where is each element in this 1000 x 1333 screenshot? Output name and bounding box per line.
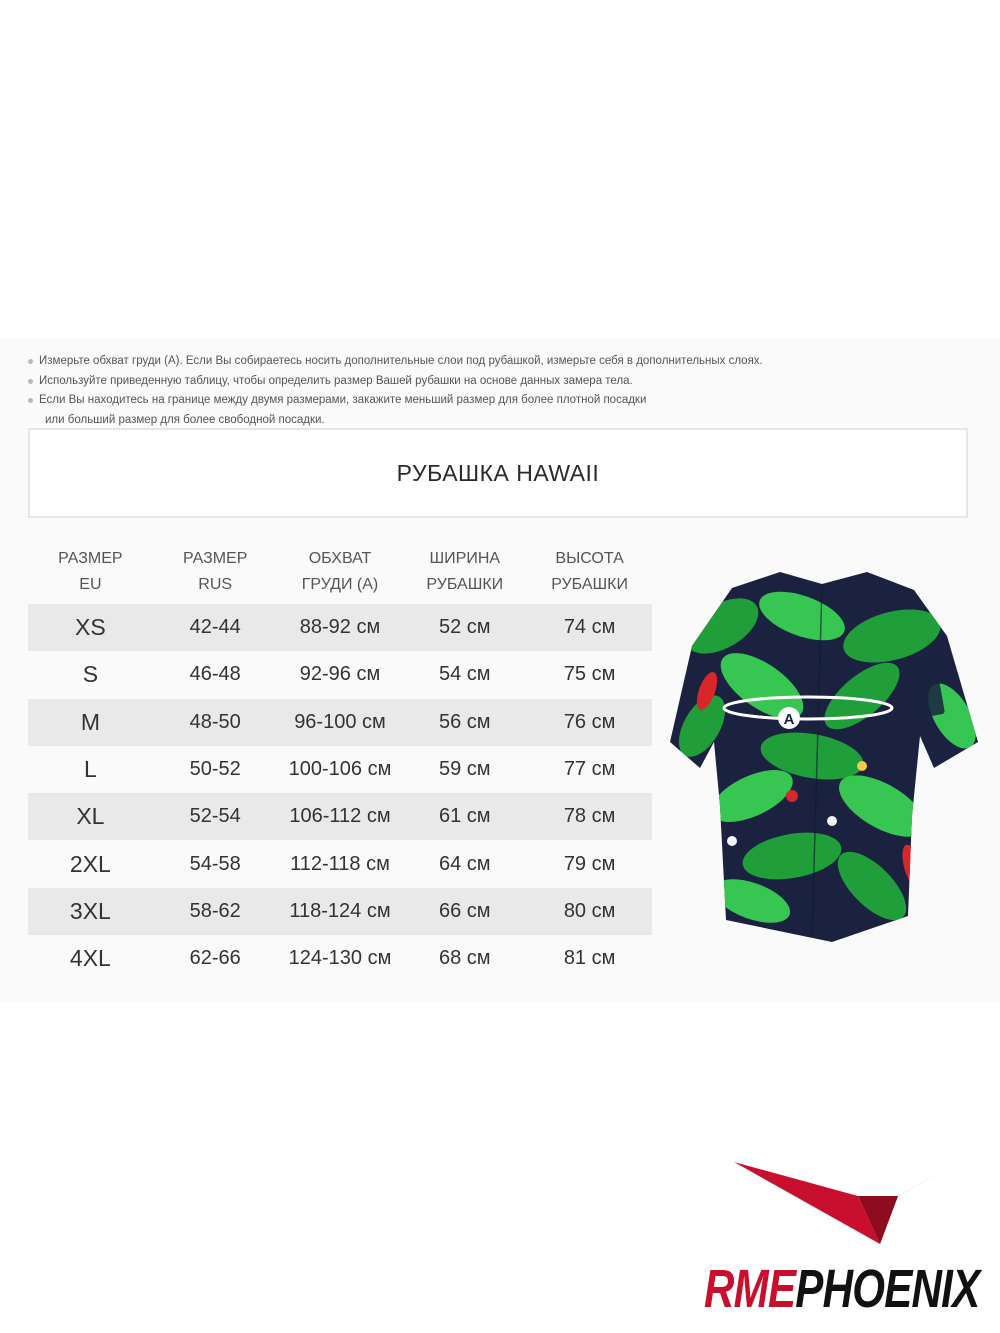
width-cell: 56 см (402, 699, 527, 746)
size-eu-cell: M (28, 699, 153, 746)
header-chest: ОБХВАТ ГРУДИ (A) (301, 550, 379, 593)
width-cell: 64 см (439, 852, 491, 875)
size-rus-cell: 54-58 (189, 852, 241, 875)
height-cell: 74 см (527, 604, 652, 651)
header-width: ШИРИНА РУБАШКИ (426, 550, 504, 593)
bullet-icon (28, 398, 33, 403)
size-table (28, 542, 652, 982)
size-eu-cell: 3XL (28, 888, 153, 935)
brand-wordmark: RMEPHOENIX (704, 1259, 980, 1319)
size-eu-cell: S (82, 661, 99, 688)
table-header-row (28, 542, 652, 604)
table-row (28, 699, 652, 746)
size-eu-cell: XL (28, 793, 153, 840)
width-cell: 68 см (439, 947, 491, 970)
product-title: РУБАШКА HAWAII (396, 459, 600, 486)
chest-cell: 88-92 см (278, 604, 403, 651)
size-eu-cell: 2XL (69, 850, 111, 877)
instruction-item: Измерьте обхват груди (A). Если Вы собираетесь носить дополнительные слои под рубашкой, измерьте себя в дополнительных слоях. (28, 352, 978, 372)
chest-cell: 118-124 см (278, 888, 403, 935)
height-cell: 77 см (563, 758, 616, 781)
height-cell: 79 см (563, 852, 616, 875)
table-row (28, 746, 652, 793)
table-row (28, 840, 652, 887)
bullet-icon (28, 379, 33, 384)
chest-cell: 92-96 см (299, 663, 381, 686)
size-rus-cell: 46-48 (189, 663, 241, 686)
instruction-item: Используйте приведенную таблицу, чтобы определить размер Вашей рубашки на основе данных замера тела. (28, 372, 978, 392)
hawaiian-shirt-icon (662, 566, 984, 946)
marker-a-label: A (783, 711, 795, 728)
chest-cell: 106-112 см (278, 793, 403, 840)
height-cell: 78 см (527, 793, 652, 840)
header-height: ВЫСОТА РУБАШКИ (551, 550, 628, 593)
table-row (28, 935, 652, 982)
table-row (28, 888, 652, 935)
width-cell: 59 см (439, 758, 491, 781)
width-cell: 61 см (402, 793, 527, 840)
height-cell: 81 см (563, 947, 616, 970)
product-title-box (28, 428, 968, 518)
instruction-item: Если Вы находитесь на границе между двумя размерами, закажите меньший размер для более плотной посадки или больший размер для более свободной посадки. (28, 391, 978, 430)
width-cell: 52 см (402, 604, 527, 651)
phoenix-wing-icon (730, 1160, 962, 1250)
size-rus-cell: 42-44 (153, 604, 278, 651)
instruction-continuation: или больший размер для более свободной посадки. (45, 413, 325, 426)
chest-cell: 100-106 см (288, 758, 392, 781)
measurement-instructions (28, 352, 978, 430)
bullet-icon (28, 359, 33, 364)
size-rus-cell: 58-62 (153, 888, 278, 935)
width-cell: 66 см (402, 888, 527, 935)
size-rus-cell: 62-66 (189, 947, 241, 970)
table-row (28, 793, 652, 840)
chest-cell: 112-118 см (290, 852, 390, 875)
size-eu-cell: 4XL (69, 945, 111, 972)
brand-logo (700, 1160, 990, 1320)
size-rus-cell: 52-54 (153, 793, 278, 840)
size-rus-cell: 50-52 (189, 758, 241, 781)
height-cell: 75 см (563, 663, 616, 686)
size-eu-cell: XS (28, 604, 153, 651)
chest-cell: 96-100 см (278, 699, 403, 746)
table-row (28, 651, 652, 698)
shirt-illustration (662, 566, 984, 946)
height-cell: 80 см (527, 888, 652, 935)
size-rus-cell: 48-50 (153, 699, 278, 746)
header-size-rus: РАЗМЕР RUS (182, 550, 248, 593)
chest-cell: 124-130 см (288, 947, 392, 970)
height-cell: 76 см (527, 699, 652, 746)
table-row (28, 604, 652, 651)
size-eu-cell: L (84, 756, 97, 783)
header-size-eu: РАЗМЕР EU (58, 550, 123, 593)
width-cell: 54 см (439, 663, 491, 686)
